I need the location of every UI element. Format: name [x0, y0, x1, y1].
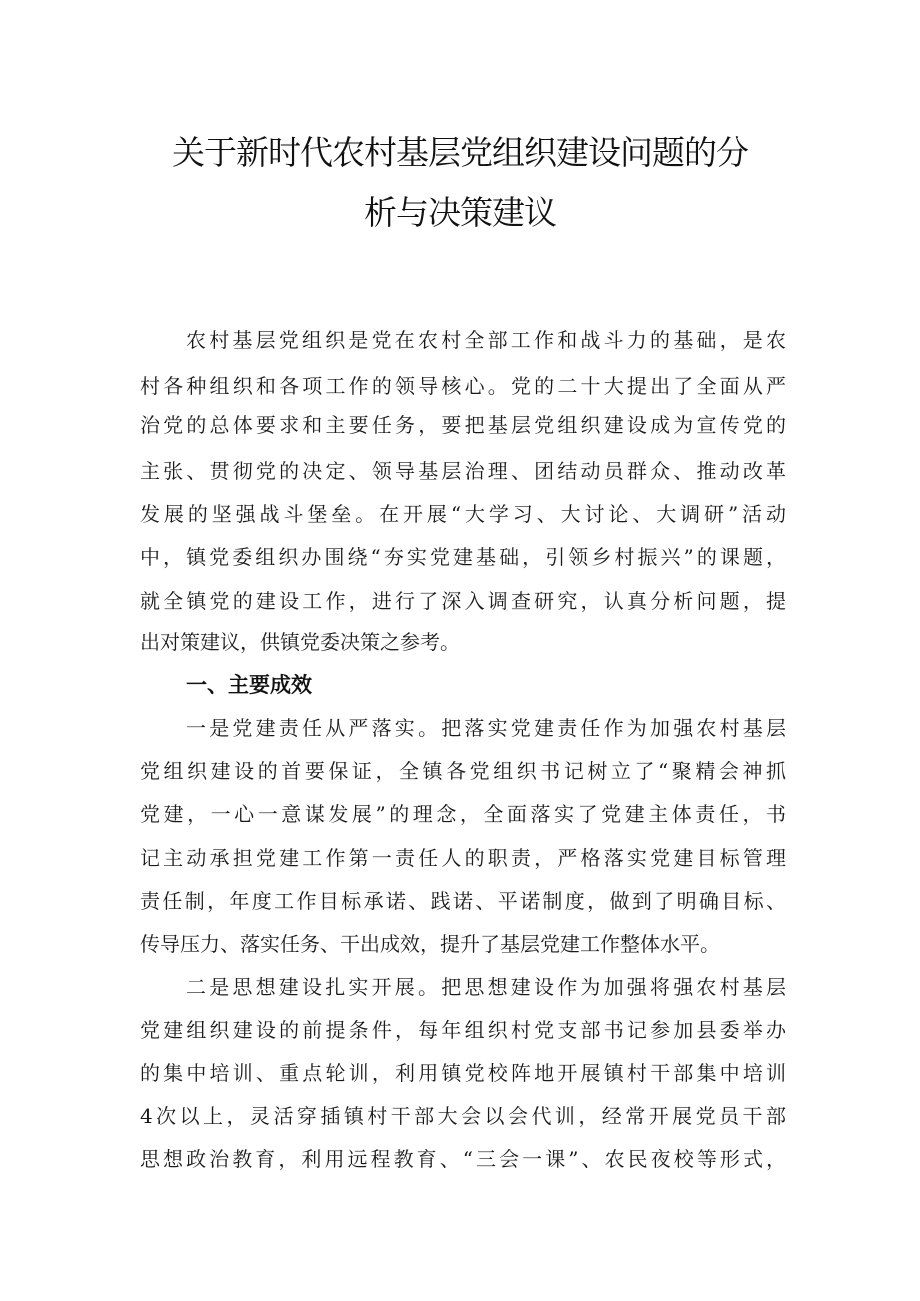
paragraph-line: 村各种组织和各项工作的领导核心。党的二十大提出了全面从严: [140, 374, 786, 398]
paragraph-line: 传导压力、落实任务、干出成效，提升了基层党建工作整体水平。: [140, 932, 720, 956]
paragraph-line: 中，镇党委组织办围绕“夯实党建基础，引领乡村振兴”的课题，: [140, 545, 786, 569]
paragraph-line: 主张、贯彻党的决定、领导基层治理、团结动员群众、推动改革: [140, 459, 786, 483]
paragraph-line: 发展的坚强战斗堡垒。在开展“大学习、大讨论、大调研”活动: [140, 502, 786, 526]
section-heading: 一、主要成效: [186, 673, 312, 697]
document-title-line-2: 析与决策建议: [364, 193, 556, 232]
paragraph-line: 就全镇党的建设工作，进行了深入调查研究，认真分析问题，提: [140, 589, 786, 613]
paragraph-line: 责任制，年度工作目标承诺、践诺、平诺制度，做到了明确目标、: [140, 889, 786, 913]
document-title-line-1: 关于新时代农村基层党组织建设问题的分: [172, 133, 748, 172]
paragraph-line: 思想政治教育，利用远程教育、“三会一课”、农民夜校等形式，: [140, 1147, 786, 1171]
paragraph-line: 党组织建设的首要保证，全镇各党组织书记树立了“聚精会神抓: [140, 759, 786, 783]
paragraph-line: 记主动承担党建工作第一责任人的职责，严格落实党建目标管理: [140, 846, 786, 870]
paragraph-line: 一是党建责任从严落实。把落实党建责任作为加强农村基层: [186, 716, 786, 740]
paragraph-line: 党建组织建设的前提条件，每年组织村党支部书记参加县委举办: [140, 1018, 786, 1042]
paragraph-line: 二是思想建设扎实开展。把思想建设作为加强将强农村基层: [186, 975, 786, 999]
paragraph-line: 出对策建议，供镇党委决策之参考。: [140, 630, 460, 654]
paragraph-line: 的集中培训、重点轮训，利用镇党校阵地开展镇村干部集中培训: [140, 1061, 786, 1085]
paragraph-line: 4次以上，灵活穿插镇村干部大会以会代训，经常开展党员干部: [140, 1104, 786, 1128]
paragraph-line: 党建，一心一意谋发展”的理念，全面落实了党建主体责任，书: [140, 802, 786, 826]
paragraph-line: 治党的总体要求和主要任务，要把基层党组织建设成为宣传党的: [140, 413, 786, 437]
paragraph-line: 农村基层党组织是党在农村全部工作和战斗力的基础，是农: [186, 328, 786, 352]
